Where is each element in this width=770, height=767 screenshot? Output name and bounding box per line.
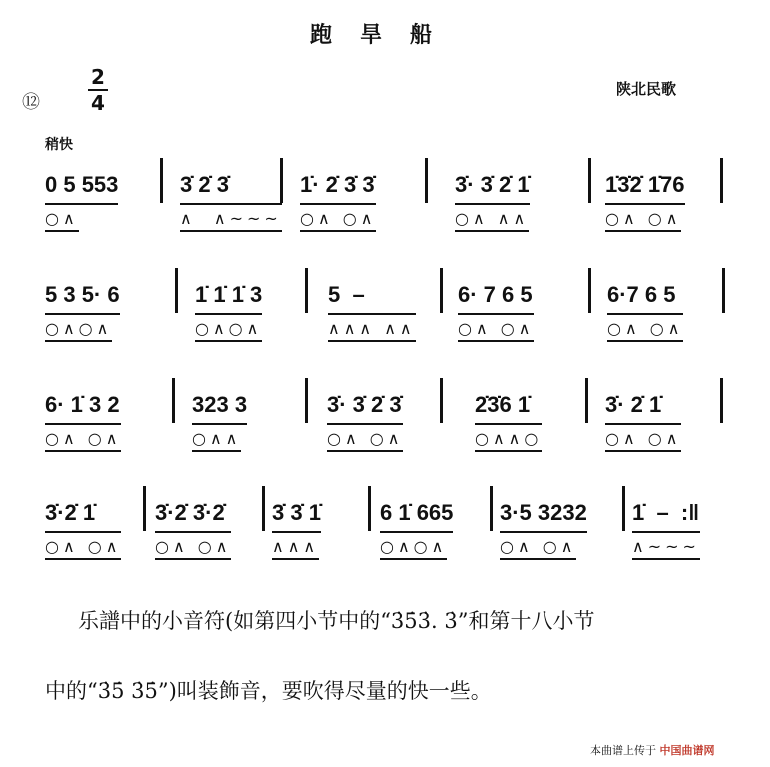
note-numbers: 1̇3̇2̇ 1̇76 [605,168,685,205]
breath-marks: ○∧ ∧∧ [455,208,529,232]
bar-line [490,486,493,531]
staff-row-3 [0,388,770,458]
measure [632,496,700,560]
breath-marks: ○∧ ○∧ [500,536,576,560]
measure [607,278,683,342]
note-numbers: 5 3 5· 6 [45,278,120,315]
breath-marks: ○∧ ○∧ [458,318,534,342]
measure [180,168,282,232]
measure [45,278,120,342]
bar-line [305,378,308,423]
explanation-line-1: 乐譜中的小音符(如第四小节中的“3̇5̇3̇. 3̇”和第十八小节 [78,609,595,633]
bar-line [440,268,443,313]
bar-line [585,378,588,423]
staff-row-4 [0,496,770,566]
bar-line [368,486,371,531]
bar-line [172,378,175,423]
measure [605,168,685,232]
time-signature-bottom: 4 [91,91,105,115]
breath-marks: ∧~~~ [632,536,700,560]
bar-line [425,158,428,203]
bar-line [588,268,591,313]
bar-line [305,268,308,313]
origin-label: 陕北民歌 [616,80,677,98]
breath-marks: ○∧ ○∧ [327,428,403,452]
measure [45,388,121,452]
bar-line [722,268,725,313]
note-numbers: 3̇ 3̇ 1̇ [272,496,321,533]
breath-marks: ○∧ ○∧ [605,428,681,452]
breath-marks: ○∧∧ [192,428,241,452]
measure [195,278,262,342]
breath-marks: ○∧○∧ [45,318,112,342]
note-numbers: 6· 7 6 5 [458,278,534,315]
note-numbers: 0 5 553 [45,168,118,205]
bar-line [175,268,178,313]
breath-marks: ∧∧∧ ∧∧ [328,318,416,342]
breath-marks: ∧ ∧~~~ [180,208,282,232]
note-numbers: 323 3 [192,388,247,425]
note-numbers: 1̇ – :‖ [632,496,700,533]
breath-marks: ○∧∧○ [475,428,542,452]
measure [605,388,681,452]
staff-row-1 [0,168,770,238]
note-numbers: 2̇3̇6 1̇ [475,388,542,425]
note-numbers: 3·5 3232 [500,496,587,533]
bar-line [440,378,443,423]
measure [327,388,403,452]
measure [45,168,118,232]
measure [500,496,587,560]
note-numbers: 3̇· 3̇ 2̇ 1̇ [455,168,530,205]
note-numbers: 6· 1̇ 3 2 [45,388,121,425]
measure [300,168,376,232]
breath-marks: ○∧ ○∧ [607,318,683,342]
explanation-line-2: 中的“3̇5̇ 3̇5̇”)叫装飾音，要吹得尽量的快一些。 [45,679,492,703]
breath-marks: ○∧○∧ [380,536,447,560]
measure [155,496,231,560]
measure [458,278,534,342]
breath-marks: ○∧ ○∧ [45,536,121,560]
note-numbers: 3̇·2̇ 1̇ [45,496,121,533]
bar-line [143,486,146,531]
bar-line [262,486,265,531]
song-title: 跑旱船 [309,22,460,48]
note-numbers: 6·7 6 5 [607,278,683,315]
tempo-marking: 稍快 [45,137,73,153]
breath-marks: ○∧○∧ [195,318,262,342]
time-signature-top: 2 [91,65,105,89]
measure [272,496,321,560]
bar-line [720,378,723,423]
note-numbers: 1̇· 2̇ 3̇ 3̇ [300,168,376,205]
breath-marks: ○∧ [45,208,79,232]
bar-line [160,158,163,203]
note-numbers: 3̇· 2̇ 1̇ [605,388,681,425]
breath-marks: ○∧ ○∧ [605,208,681,232]
breath-marks: ○∧ ○∧ [45,428,121,452]
breath-marks: ○∧ ○∧ [300,208,376,232]
note-numbers: 1̇ 1̇ 1̇ 3 [195,278,262,315]
staff-row-2 [0,278,770,348]
footer-text: 本曲谱上传于 [590,744,656,757]
bar-line [280,158,283,203]
measure [45,496,121,560]
footer [590,742,715,758]
measure [192,388,247,452]
breath-marks: ∧∧∧ [272,536,319,560]
measure [380,496,453,560]
note-numbers: 3̇·2̇ 3̇·2̇ [155,496,231,533]
breath-marks: ○∧ ○∧ [155,536,231,560]
measure [328,278,416,342]
note-numbers: 3̇· 3̇ 2̇ 3̇ [327,388,403,425]
measure [475,388,542,452]
measure [455,168,530,232]
bar-line [720,158,723,203]
note-numbers: 3̇ 2̇ 3̇ [180,168,282,205]
site-logo[interactable]: 中国曲谱网 [659,744,715,757]
bar-line [588,158,591,203]
time-signature [88,66,108,114]
measure-marker: ⑫ [22,92,40,113]
note-numbers: 5 – [328,278,416,315]
note-numbers: 6 1̇ 665 [380,496,453,533]
bar-line [622,486,625,531]
